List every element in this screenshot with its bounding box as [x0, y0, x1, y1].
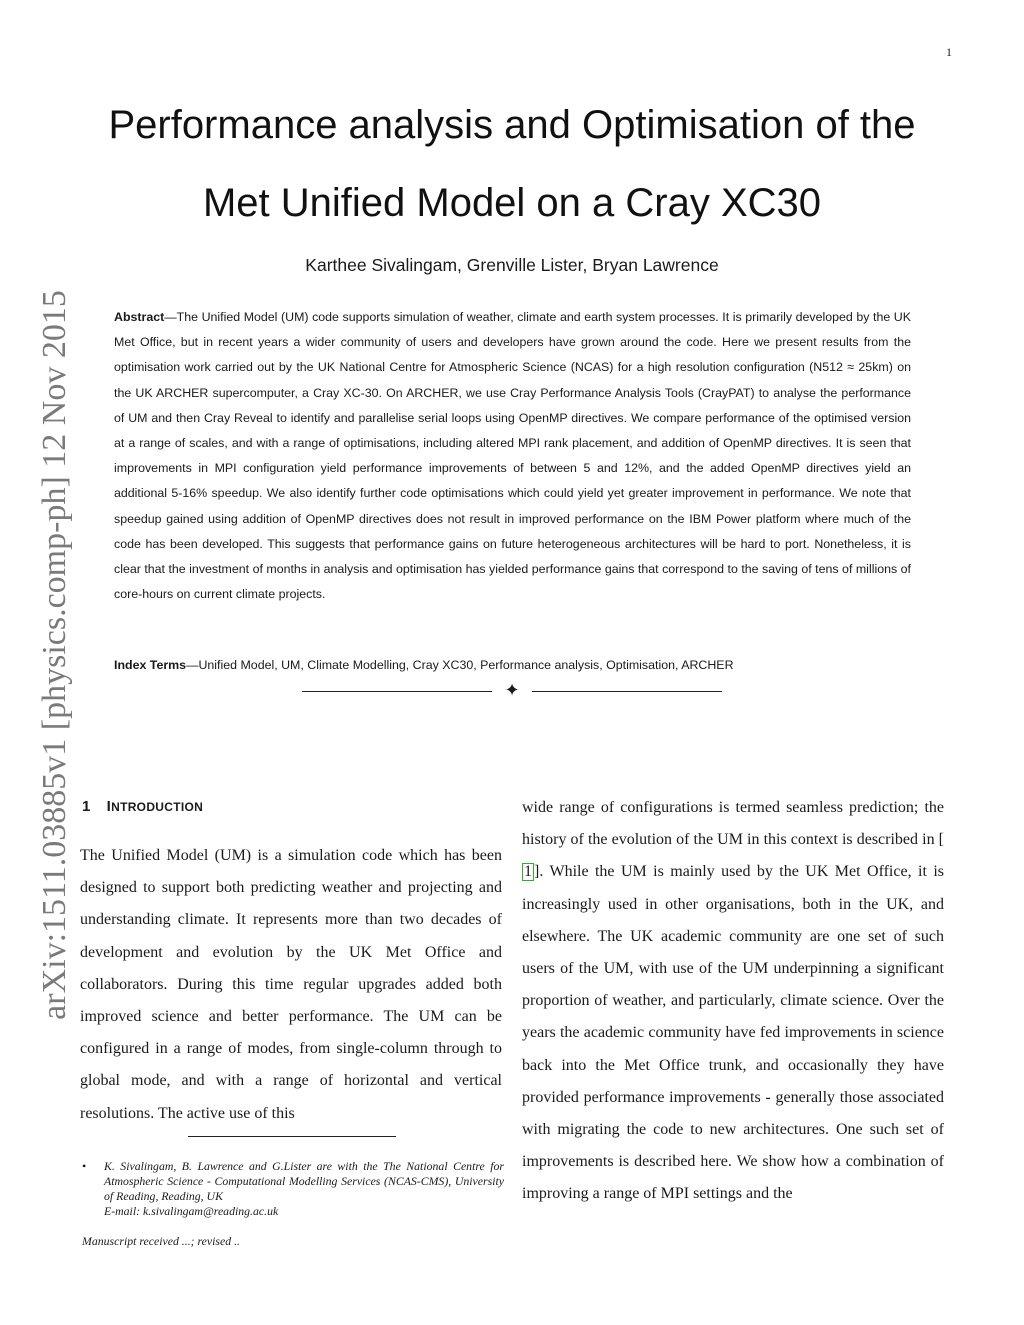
- intro-paragraph-right: [522, 792, 944, 1211]
- divider-rule-right: [532, 691, 722, 692]
- abstract-label: Abstract: [114, 310, 165, 324]
- section-number: 1: [82, 798, 91, 815]
- section-heading-introduction: [82, 798, 203, 815]
- divider-rule-left: [302, 691, 492, 692]
- abstract-text: —The Unified Model (UM) code supports simulation of weather, climate and earth system processes. It is primarily developed by the UK Met Office, but in recent years a wider community of users and developers have grown around the code. Here we present results from the optimisation work carried out by the UK National Centre for Atmospheric Science (NCAS) for a high resolution configuration (N512 ≈ 25km) on the UK ARCHER supercomputer, a Cray XC-30. On ARCHER, we use Cray Performance Analysis Tools (CrayPAT) to analyse the performance of UM and then Cray Reveal to identify and parallelise serial loops using OpenMP directives. We compare performance of the optimised version at a range of scales, and with a range of optimisations, including altered MPI rank placement, and addition of OpenMP directives. It is seen that improvements in MPI configuration yield performance improvements of between 5 and 12%, and the added OpenMP directives yield an additional 5-16% speedup. We also identify further code optimisations which could yield yet greater improvement in performance. We note that speedup gained using addition of OpenMP directives does not result in improved performance on the IBM Power platform where much of the code has been developed. This suggests that performance gains on future heterogeneous architectures will be hard to port. Nonetheless, it is clear that the investment of months in analysis and optimisation has yielded performance gains that correspond to the saving of tens of millions of core-hours on current climate projects.: [114, 310, 911, 602]
- star-ornament-icon: ✦: [504, 680, 520, 701]
- manuscript-note: Manuscript received ...; revised ..: [82, 1234, 241, 1248]
- index-terms-label: Index Terms: [114, 658, 187, 672]
- title-line-2: Met Unified Model on a Cray XC30: [202, 181, 822, 225]
- abstract: [114, 305, 911, 607]
- arxiv-identifier-stamp: arXiv:1511.03885v1 [physics.comp-ph] 12 Nov 2015: [36, 290, 73, 1020]
- bullet-icon: •: [82, 1159, 87, 1173]
- left-column-body: [80, 840, 502, 1130]
- title-line-1: Performance analysis and Optimisation of the: [108, 103, 916, 147]
- author-affiliation-footnote: [82, 1159, 504, 1219]
- paper-title: [0, 86, 1024, 242]
- intro-paragraph-left: The Unified Model (UM) is a simulation code which has been designed to support both predicting weather and projecting and understanding climate. It represents more than two decades of development and evolution by the UK Met Office and collaborators. During this time regular upgrades added both improved science and better performance. The UM can be configured in a range of modes, from single-column through to global mode, and with a range of horizontal and vertical resolutions. The active use of this: [80, 847, 502, 1122]
- citation-link[interactable]: 1: [524, 863, 532, 881]
- right-text-before-cite: wide range of configurations is termed seamless prediction; the history of the evolution of the UM in this context is described in [: [522, 799, 944, 849]
- index-terms-text: —Unified Model, UM, Climate Modelling, Cray XC30, Performance analysis, Optimisation, ARCHER: [186, 658, 734, 672]
- right-column-body: [522, 792, 944, 1211]
- footnote-affiliation: K. Sivalingam, B. Lawrence and G.Lister are with the The National Centre for Atmospheric Science - Computational Modelling Services (NCAS-CMS), University of Reading, Reading, UK: [104, 1159, 504, 1203]
- footnote-email: E-mail: k.sivalingam@reading.ac.uk: [104, 1204, 279, 1218]
- page-number: 1: [946, 45, 952, 59]
- author-list: Karthee Sivalingam, Grenville Lister, Bryan Lawrence: [305, 255, 719, 275]
- right-text-after-cite: ]. While the UM is mainly used by the UK Met Office, it is increasingly used in other organisations, both in the UK, and elsewhere. The UK academic community are one set of such users of the UM, with use of the UM underpinning a significant proportion of weather, and particularly, climate science. Over the years the academic community have fed improvements in science back into the Met Office trunk, and occasionally they have provided performance improvements - generally those associated with migrating the code to new architectures. One such set of improvements is described here. We show how a combination of improving a range of MPI settings and the: [522, 863, 944, 1203]
- index-terms: [114, 654, 911, 676]
- footnote-body: [104, 1159, 504, 1219]
- section-title-rest: NTRODUCTION: [111, 800, 204, 814]
- section-divider: [302, 682, 722, 702]
- section-title-initial: I: [106, 798, 112, 815]
- footnote-rule: [188, 1136, 396, 1137]
